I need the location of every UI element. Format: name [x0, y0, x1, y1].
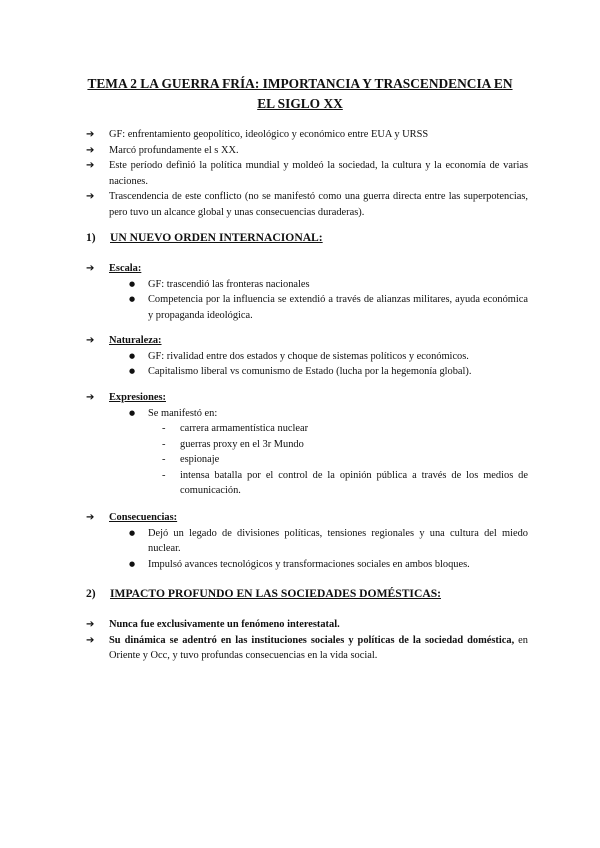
section-1-heading	[86, 230, 323, 246]
right-arrow-icon: ➔	[86, 263, 95, 274]
escala-label: Escala:	[109, 263, 142, 274]
right-arrow-icon: ➔	[86, 129, 95, 140]
expresiones-sublist	[86, 421, 528, 499]
right-arrow-icon: ➔	[86, 392, 95, 403]
right-arrow-icon: ➔	[86, 191, 95, 202]
intro-item-text: Este período definió la política mundial y moldeó la sociedad, la cultura y la economía de varias naciones.	[109, 160, 528, 187]
expresiones-label: Expresiones:	[109, 392, 166, 403]
list-item: ● Se manifestó en:	[86, 406, 528, 422]
intro-item	[86, 189, 528, 220]
section-2-number: 2)	[86, 587, 96, 600]
naturaleza-label: Naturaleza:	[109, 335, 162, 346]
naturaleza-heading	[86, 333, 528, 349]
right-arrow-icon: ➔	[86, 634, 95, 646]
right-arrow-icon: ➔	[86, 160, 95, 171]
sub-list-item: - espionaje	[86, 452, 528, 468]
section-2-title: IMPACTO PROFUNDO EN LAS SOCIEDADES DOMÉSTICAS:	[110, 587, 441, 600]
intro-item	[86, 127, 528, 143]
list-item: ● GF: rivalidad entre dos estados y choque de sistemas políticos y económicos.	[86, 349, 528, 365]
section-2-item-text: Nunca fue exclusivamente un fenómeno interestatal.	[109, 619, 340, 630]
expresiones-heading	[86, 390, 528, 406]
intro-item	[86, 143, 528, 159]
list-item: ● Capitalismo liberal vs comunismo de Estado (lucha por la hegemonía global).	[86, 364, 528, 380]
consecuencias-label: Consecuencias:	[109, 512, 178, 523]
consecuencias-list	[86, 526, 528, 573]
intro-item-text: Marcó profundamente el s XX.	[109, 144, 239, 156]
section-1-number: 1)	[86, 231, 96, 244]
title-line-2: EL SIGLO XX	[257, 96, 343, 111]
escala-list	[86, 277, 528, 324]
intro-item	[86, 158, 528, 189]
naturaleza-block	[86, 333, 528, 380]
page-title	[60, 74, 540, 114]
section-2-heading	[86, 586, 441, 602]
section-2-item-text: en Oriente y Occ, y tuvo profundas consecuencias en la vida social.	[109, 634, 528, 661]
intro-item-text: Trascendencia de este conflicto (no se manifestó como una guerra directa entre las superpotencias, pero tuvo un alcance global y unas consecuencias duraderas).	[109, 191, 528, 218]
consecuencias-block	[86, 510, 528, 572]
right-arrow-icon: ➔	[86, 144, 95, 156]
sub-list-item: - guerras proxy en el 3r Mundo	[86, 437, 528, 453]
intro-list	[86, 127, 528, 220]
consecuencias-heading	[86, 510, 528, 526]
section-2-list	[86, 617, 528, 664]
right-arrow-icon: ➔	[86, 619, 95, 630]
right-arrow-icon: ➔	[86, 335, 95, 346]
list-item: ● Impulsó avances tecnológicos y transformaciones sociales en ambos bloques.	[86, 557, 528, 573]
escala-heading	[86, 261, 528, 277]
title-line-1: TEMA 2 LA GUERRA FRÍA: IMPORTANCIA Y TRASCENDENCIA EN	[87, 76, 513, 91]
right-arrow-icon: ➔	[86, 512, 95, 523]
section-1-title: UN NUEVO ORDEN INTERNACIONAL:	[110, 231, 323, 244]
expresiones-block	[86, 390, 528, 499]
sub-list-item: - intensa batalla por el control de la opinión pública a través de los medios de comunicación.	[86, 468, 528, 499]
list-item: ● Dejó un legado de divisiones políticas, tensiones regionales y una cultura del miedo nuclear.	[86, 526, 528, 557]
list-item: ● Competencia por la influencia se extendió a través de alianzas militares, ayuda económica y propaganda ideológica.	[86, 292, 528, 323]
intro-item-text: GF: enfrentamiento geopolítico, ideológico y económico entre EUA y URSS	[109, 129, 429, 140]
escala-block	[86, 261, 528, 323]
section-2-item	[86, 617, 528, 633]
naturaleza-list	[86, 349, 528, 380]
list-item: ● GF: trascendió las fronteras nacionales	[86, 277, 528, 293]
section-2-item-bold-text: Su dinámica se adentró en las instituciones sociales y políticas de la sociedad doméstica,	[109, 634, 515, 646]
sub-list-item: - carrera armamentística nuclear	[86, 421, 528, 437]
expresiones-list	[86, 406, 528, 422]
section-2-item	[86, 633, 528, 664]
